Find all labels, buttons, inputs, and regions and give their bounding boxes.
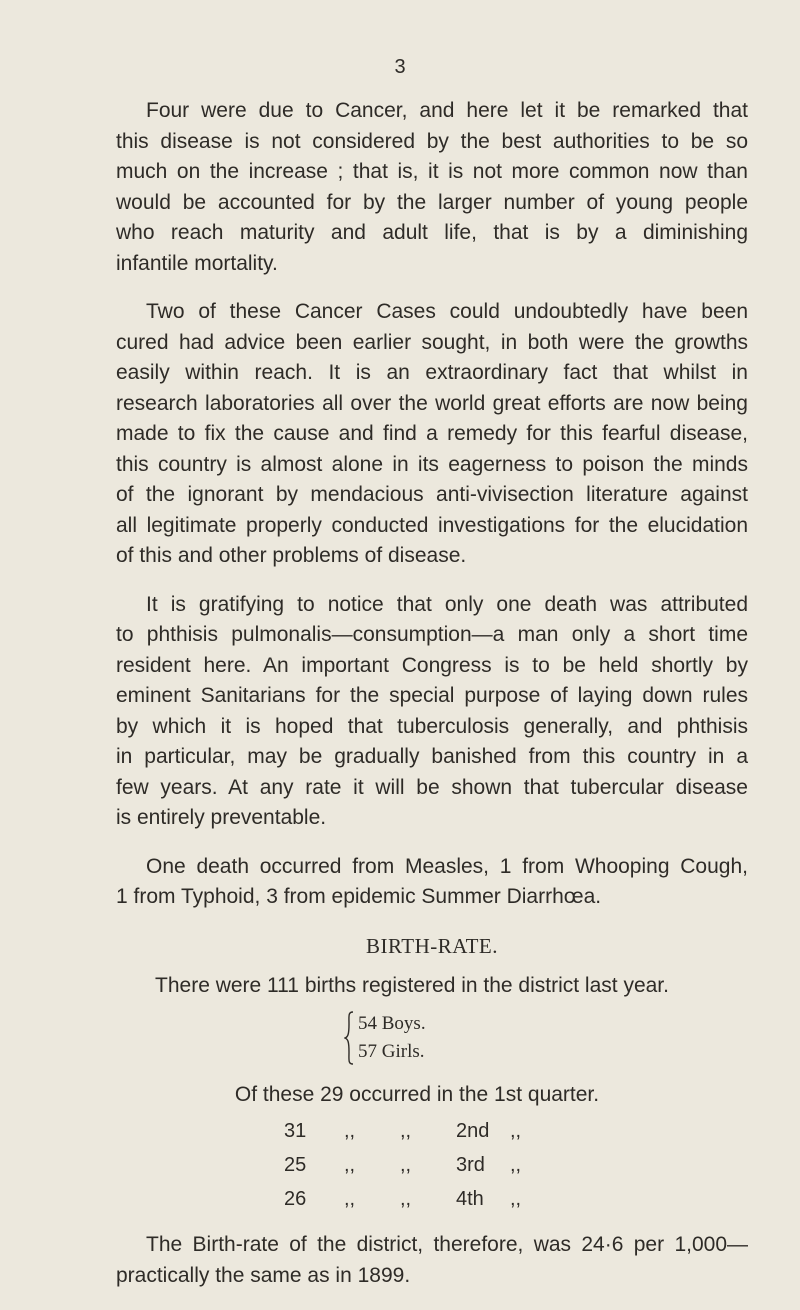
ditto-mark: ,, bbox=[344, 1153, 356, 1176]
quarter-count: 25 bbox=[284, 1153, 307, 1176]
text-line: Four were due to Cancer, and here let it be remarked that bbox=[146, 99, 748, 122]
text-line: by which it is hoped that tuberculosis generally, and phthisis bbox=[116, 714, 748, 738]
text-line: would be accounted for by the larger number of young people bbox=[116, 190, 748, 214]
quarter-row bbox=[284, 1182, 566, 1216]
quarter-row bbox=[284, 1114, 566, 1148]
quarter-count: 31 bbox=[284, 1119, 307, 1142]
text-line: One death occurred from Measles, 1 from Whooping Cough, bbox=[146, 854, 748, 878]
ditto-mark: ,, bbox=[510, 1187, 522, 1210]
quarters-table-wrap bbox=[284, 1114, 748, 1216]
text-line: easily within reach. It is an extraordinary fact that whilst in bbox=[116, 361, 748, 384]
text-line: It is gratifying to notice that only one death was attributed bbox=[146, 592, 748, 616]
text-line: who reach maturity and adult life, that is by a diminishing bbox=[116, 221, 748, 244]
text-line: to phthisis pulmonalis—consumption—a man only a short time bbox=[116, 623, 748, 646]
text-line: is entirely preventable. bbox=[116, 806, 327, 829]
paragraph bbox=[116, 590, 748, 834]
quarter-row bbox=[284, 1148, 566, 1182]
quarter-ordinal: 4th bbox=[456, 1187, 484, 1210]
births-intro: There were 111 births registered in the district last year. bbox=[155, 974, 669, 997]
ditto-mark: ,, bbox=[344, 1187, 356, 1210]
ditto-mark: ,, bbox=[510, 1153, 522, 1176]
text-line: all legitimate properly conducted investigations for the elucidation bbox=[116, 513, 748, 537]
quarters-intro: Of these 29 occurred in the 1st quarter. bbox=[234, 1082, 600, 1106]
text-line: of the ignorant by mendacious anti-vivisection literature against bbox=[116, 483, 748, 506]
text-line: 1 from Typhoid, 3 from epidemic Summer Diarrhœa. bbox=[116, 885, 602, 908]
text-line: practically the same as in 1899. bbox=[116, 1263, 411, 1287]
closing-paragraph bbox=[116, 1230, 748, 1291]
quarters-table bbox=[284, 1114, 566, 1216]
text-line: eminent Sanitarians for the special purpose of laying down rules bbox=[116, 684, 748, 707]
brace-icon bbox=[344, 1010, 354, 1066]
text-line: cured had advice been earlier sought, in both were the growths bbox=[116, 330, 748, 354]
births-breakdown bbox=[344, 1010, 748, 1068]
quarter-count: 26 bbox=[284, 1187, 307, 1210]
births-breakdown-list bbox=[358, 1010, 426, 1066]
text-line: few years. At any rate it will be shown that tubercular disease bbox=[116, 775, 748, 799]
paragraph bbox=[116, 852, 748, 913]
ditto-mark: ,, bbox=[344, 1119, 356, 1142]
text-line: research laboratories all over the world great efforts are now being bbox=[116, 391, 748, 415]
page-number: 3 bbox=[394, 56, 406, 78]
text-line: this country is almost alone in its eagerness to poison the minds bbox=[116, 452, 748, 476]
ditto-mark: ,, bbox=[400, 1153, 412, 1176]
text-line: Two of these Cancer Cases could undoubtedly have been bbox=[146, 300, 748, 323]
girls-count: 57 Girls. bbox=[358, 1040, 425, 1062]
text-line: of this and other problems of disease. bbox=[116, 544, 467, 567]
paragraph bbox=[116, 1230, 748, 1291]
ditto-mark: ,, bbox=[510, 1119, 522, 1142]
quarter-ordinal: 3rd bbox=[456, 1153, 485, 1176]
boys-count: 54 Boys. bbox=[358, 1012, 426, 1034]
paragraphs bbox=[116, 96, 748, 913]
section-heading: BIRTH-RATE. bbox=[366, 933, 498, 958]
text-line: The Birth-rate of the district, therefore, was 24·6 per 1,000— bbox=[146, 1233, 748, 1256]
paragraph bbox=[116, 297, 748, 572]
text-line: in particular, may be gradually banished from this country in a bbox=[116, 745, 748, 768]
paragraph bbox=[116, 96, 748, 279]
text-line: resident here. An important Congress is to be held shortly by bbox=[116, 653, 748, 677]
quarter-ordinal: 2nd bbox=[456, 1119, 490, 1142]
text-line: much on the increase ; that is, it is not more common now than bbox=[116, 160, 748, 183]
ditto-mark: ,, bbox=[400, 1187, 412, 1210]
document-body bbox=[116, 96, 748, 1309]
text-line: infantile mortality. bbox=[116, 251, 278, 275]
ditto-mark: ,, bbox=[400, 1119, 412, 1142]
text-line: this disease is not considered by the best authorities to be so bbox=[116, 129, 748, 153]
text-line: made to fix the cause and find a remedy for this fearful disease, bbox=[116, 422, 748, 445]
